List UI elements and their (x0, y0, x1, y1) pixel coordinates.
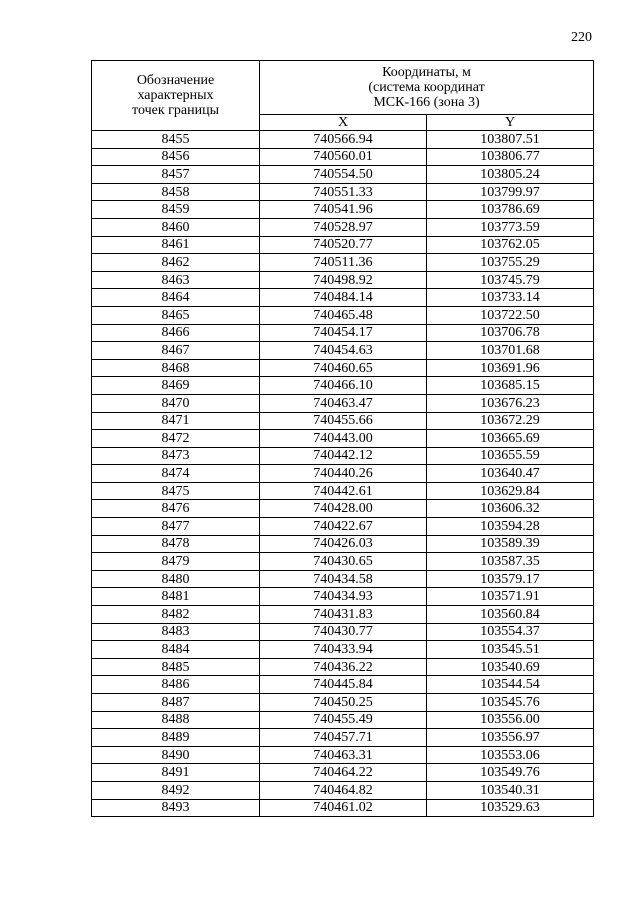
x-coordinate-cell: 740551.33 (260, 183, 427, 201)
point-id-cell: 8468 (92, 359, 260, 377)
y-coordinate-cell: 103629.84 (427, 482, 594, 500)
x-coordinate-cell: 740463.47 (260, 394, 427, 412)
table-row (92, 465, 594, 483)
y-coordinate-cell: 103571.91 (427, 588, 594, 606)
point-id-cell: 8474 (92, 465, 260, 483)
table-row (92, 641, 594, 659)
y-coordinate-cell: 103589.39 (427, 535, 594, 553)
point-id-cell: 8487 (92, 694, 260, 712)
y-coordinate-cell: 103553.06 (427, 746, 594, 764)
table-row (92, 711, 594, 729)
x-coordinate-cell: 740434.58 (260, 570, 427, 588)
y-coordinate-cell: 103545.76 (427, 694, 594, 712)
y-coordinate-cell: 103745.79 (427, 271, 594, 289)
table-row (92, 658, 594, 676)
y-coordinate-cell: 103701.68 (427, 342, 594, 360)
y-coordinate-cell: 103560.84 (427, 606, 594, 624)
table-row (92, 183, 594, 201)
y-coordinate-cell: 103806.77 (427, 148, 594, 166)
x-coordinate-cell: 740434.93 (260, 588, 427, 606)
table-row (92, 482, 594, 500)
point-id-cell: 8481 (92, 588, 260, 606)
table-row (92, 218, 594, 236)
point-id-cell: 8475 (92, 482, 260, 500)
x-coordinate-cell: 740463.31 (260, 746, 427, 764)
x-coordinate-cell: 740440.26 (260, 465, 427, 483)
table-body (92, 131, 594, 817)
point-id-cell: 8492 (92, 781, 260, 799)
table-row (92, 746, 594, 764)
x-coordinate-cell: 740528.97 (260, 218, 427, 236)
x-coordinate-cell: 740442.61 (260, 482, 427, 500)
point-id-cell: 8476 (92, 500, 260, 518)
table-row (92, 694, 594, 712)
x-coordinate-cell: 740566.94 (260, 131, 427, 149)
x-coordinate-cell: 740433.94 (260, 641, 427, 659)
table-row (92, 430, 594, 448)
table-row (92, 254, 594, 272)
table-row (92, 676, 594, 694)
table-row (92, 306, 594, 324)
table-row (92, 588, 594, 606)
table-row (92, 289, 594, 307)
table-row (92, 148, 594, 166)
table-row (92, 131, 594, 149)
points-header-line: Обозначение (136, 73, 215, 88)
point-id-cell: 8470 (92, 394, 260, 412)
table-row (92, 799, 594, 817)
table-row (92, 500, 594, 518)
points-header-line: точек границы (132, 103, 219, 118)
y-coordinate-cell: 103545.51 (427, 641, 594, 659)
table-row (92, 342, 594, 360)
table-row (92, 166, 594, 184)
point-id-cell: 8461 (92, 236, 260, 254)
point-id-cell: 8493 (92, 799, 260, 817)
table-row (92, 606, 594, 624)
point-id-cell: 8486 (92, 676, 260, 694)
x-coordinate-cell: 740428.00 (260, 500, 427, 518)
coords-header-line: (система координат (368, 80, 485, 95)
x-coordinate-cell: 740460.65 (260, 359, 427, 377)
x-coordinate-cell: 740498.92 (260, 271, 427, 289)
point-id-cell: 8483 (92, 623, 260, 641)
y-coordinate-cell: 103773.59 (427, 218, 594, 236)
point-id-cell: 8464 (92, 289, 260, 307)
page-number: 220 (571, 30, 592, 45)
point-id-cell: 8484 (92, 641, 260, 659)
point-id-cell: 8469 (92, 377, 260, 395)
y-coordinate-cell: 103805.24 (427, 166, 594, 184)
y-coordinate-cell: 103549.76 (427, 764, 594, 782)
y-coordinate-cell: 103655.59 (427, 447, 594, 465)
x-coordinate-cell: 740511.36 (260, 254, 427, 272)
x-coordinate-cell: 740431.83 (260, 606, 427, 624)
table-row (92, 553, 594, 571)
x-coordinate-cell: 740426.03 (260, 535, 427, 553)
x-coordinate-cell: 740455.66 (260, 412, 427, 430)
table-row (92, 447, 594, 465)
point-id-cell: 8471 (92, 412, 260, 430)
point-id-cell: 8459 (92, 201, 260, 219)
y-coordinate-cell: 103786.69 (427, 201, 594, 219)
y-coordinate-cell: 103807.51 (427, 131, 594, 149)
point-id-cell: 8485 (92, 658, 260, 676)
y-coordinate-cell: 103665.69 (427, 430, 594, 448)
x-coordinate-cell: 740430.65 (260, 553, 427, 571)
table-row (92, 236, 594, 254)
x-coordinate-cell: 740454.63 (260, 342, 427, 360)
x-coordinate-cell: 740464.82 (260, 781, 427, 799)
y-coordinate-cell: 103544.54 (427, 676, 594, 694)
x-coordinate-cell: 740442.12 (260, 447, 427, 465)
y-coordinate-cell: 103799.97 (427, 183, 594, 201)
table-row (92, 729, 594, 747)
x-column-header: X (260, 115, 427, 131)
coords-header-line: МСК-166 (зона 3) (373, 95, 480, 110)
y-coordinate-cell: 103640.47 (427, 465, 594, 483)
point-id-cell: 8463 (92, 271, 260, 289)
point-id-cell: 8473 (92, 447, 260, 465)
point-id-cell: 8456 (92, 148, 260, 166)
x-coordinate-cell: 740443.00 (260, 430, 427, 448)
point-id-cell: 8477 (92, 518, 260, 536)
point-id-cell: 8478 (92, 535, 260, 553)
y-coordinate-cell: 103691.96 (427, 359, 594, 377)
table-row (92, 535, 594, 553)
point-id-cell: 8467 (92, 342, 260, 360)
table-row (92, 377, 594, 395)
table-row (92, 359, 594, 377)
coords-header-line: Координаты, м (382, 65, 471, 80)
y-coordinate-cell: 103554.37 (427, 623, 594, 641)
x-coordinate-cell: 740520.77 (260, 236, 427, 254)
x-coordinate-cell: 740436.22 (260, 658, 427, 676)
y-coordinate-cell: 103606.32 (427, 500, 594, 518)
y-coordinate-cell: 103594.28 (427, 518, 594, 536)
table-row (92, 764, 594, 782)
x-coordinate-cell: 740465.48 (260, 306, 427, 324)
table-row (92, 518, 594, 536)
y-coordinate-cell: 103676.23 (427, 394, 594, 412)
x-coordinate-cell: 740554.50 (260, 166, 427, 184)
coordinates-column-header (260, 61, 594, 115)
y-coordinate-cell: 103685.15 (427, 377, 594, 395)
coordinates-table (91, 60, 594, 817)
x-coordinate-cell: 740422.67 (260, 518, 427, 536)
y-coordinate-cell: 103706.78 (427, 324, 594, 342)
point-id-cell: 8480 (92, 570, 260, 588)
x-coordinate-cell: 740541.96 (260, 201, 427, 219)
table-row (92, 324, 594, 342)
point-id-cell: 8488 (92, 711, 260, 729)
y-coordinate-cell: 103733.14 (427, 289, 594, 307)
table-row (92, 570, 594, 588)
y-coordinate-cell: 103529.63 (427, 799, 594, 817)
table-row (92, 271, 594, 289)
point-id-cell: 8460 (92, 218, 260, 236)
x-coordinate-cell: 740445.84 (260, 676, 427, 694)
point-id-cell: 8490 (92, 746, 260, 764)
point-id-cell: 8491 (92, 764, 260, 782)
table-row (92, 394, 594, 412)
point-id-cell: 8462 (92, 254, 260, 272)
point-id-cell: 8455 (92, 131, 260, 149)
y-coordinate-cell: 103672.29 (427, 412, 594, 430)
y-coordinate-cell: 103556.97 (427, 729, 594, 747)
table-row (92, 201, 594, 219)
point-id-cell: 8472 (92, 430, 260, 448)
x-coordinate-cell: 740455.49 (260, 711, 427, 729)
x-coordinate-cell: 740484.14 (260, 289, 427, 307)
y-column-header: Y (427, 115, 594, 131)
y-coordinate-cell: 103722.50 (427, 306, 594, 324)
x-coordinate-cell: 740454.17 (260, 324, 427, 342)
table-row (92, 412, 594, 430)
y-coordinate-cell: 103762.05 (427, 236, 594, 254)
point-id-cell: 8458 (92, 183, 260, 201)
y-coordinate-cell: 103755.29 (427, 254, 594, 272)
table-row (92, 623, 594, 641)
table-row (92, 781, 594, 799)
x-coordinate-cell: 740430.77 (260, 623, 427, 641)
y-coordinate-cell: 103540.31 (427, 781, 594, 799)
y-coordinate-cell: 103540.69 (427, 658, 594, 676)
point-id-cell: 8489 (92, 729, 260, 747)
x-coordinate-cell: 740560.01 (260, 148, 427, 166)
point-id-cell: 8479 (92, 553, 260, 571)
points-column-header (92, 61, 260, 131)
table-header (92, 61, 594, 131)
x-coordinate-cell: 740457.71 (260, 729, 427, 747)
x-coordinate-cell: 740461.02 (260, 799, 427, 817)
y-coordinate-cell: 103556.00 (427, 711, 594, 729)
y-coordinate-cell: 103579.17 (427, 570, 594, 588)
point-id-cell: 8466 (92, 324, 260, 342)
x-coordinate-cell: 740466.10 (260, 377, 427, 395)
y-coordinate-cell: 103587.35 (427, 553, 594, 571)
x-coordinate-cell: 740450.25 (260, 694, 427, 712)
x-coordinate-cell: 740464.22 (260, 764, 427, 782)
points-header-line: характерных (137, 88, 214, 103)
point-id-cell: 8457 (92, 166, 260, 184)
point-id-cell: 8482 (92, 606, 260, 624)
point-id-cell: 8465 (92, 306, 260, 324)
